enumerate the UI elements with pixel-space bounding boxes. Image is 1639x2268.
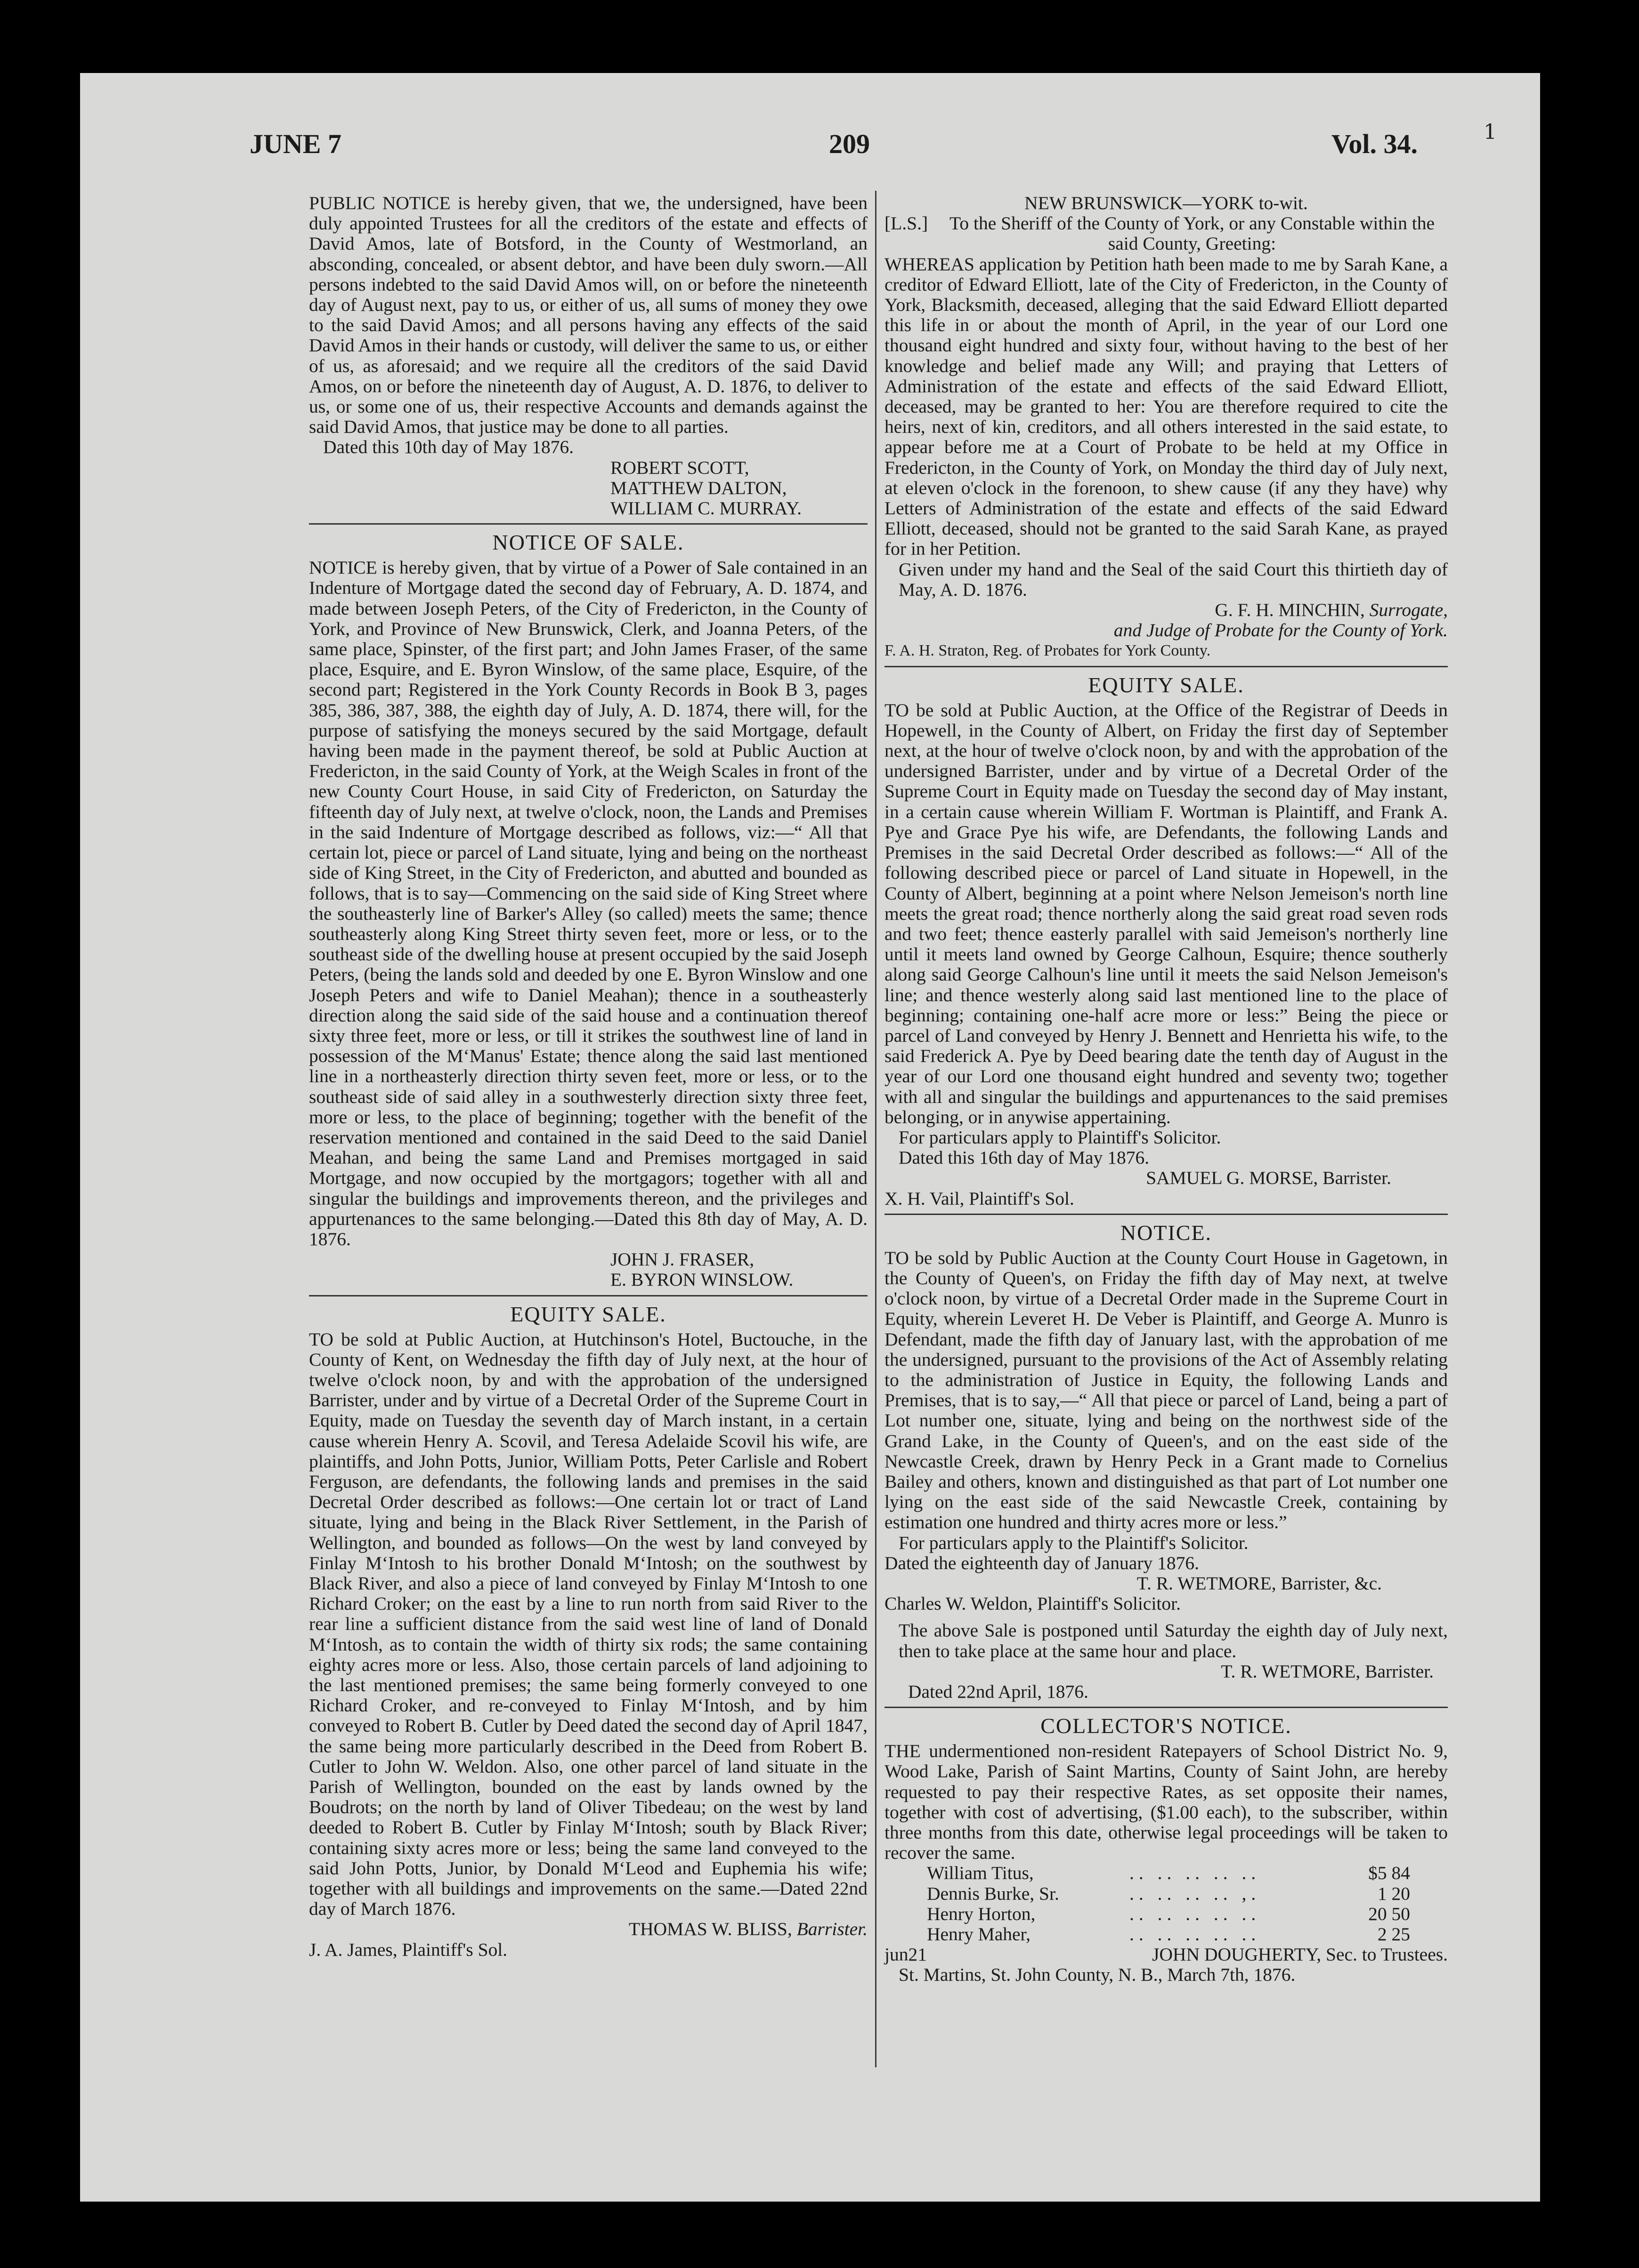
postponement-notice: The above Sale is postponed until Saturday the eighth day of July next, then to take place at the same hour and place. [899, 1620, 1448, 1661]
surrogate-signature [884, 600, 1448, 620]
province-line: NEW BRUNSWICK—YORK to-wit. [1024, 193, 1308, 213]
ratepayer-name: Henry Horton, [927, 1903, 1036, 1924]
notice-body: WHEREAS application by Petition hath been made to me by Sarah Kane, a creditor of Edward Elliott, late of the City of Fredericton, in the County of York, Blacksmith, deceased, alleging that the said Edward Elliott departed this life in or about the month of April, in the year of our Lord one thousand eight hundred and sixty four, without having to the best of her knowledge and belief made any Will; and praying that Letters of Administration of the estate and effects of the said Edward Elliott, deceased, may be granted to her: You are therefore required to cite the heirs, next of kin, creditors, and all others interested in the said estate, to appear before me at a Court of Probate to be held at my Office in Fredericton, in the County of York, on Monday the third day of July next, at eleven o'clock in the forenoon, to shew cause (if any they have) why Letters of Administration of the estate and effects of the said Edward Elliott, deceased, should not be granted to the said Sarah Kane, as prayed for in her Petition. [884, 253, 1448, 559]
leader-dots: .. .. .. .. ,. [1129, 1883, 1261, 1904]
section-rule [884, 1707, 1448, 1708]
barrister-title: Barrister. [796, 1919, 868, 1940]
edge-mark: 1 [1484, 120, 1497, 144]
ratepayer-name: Dennis Burke, Sr. [927, 1883, 1059, 1904]
surrogate-title: Surrogate, [1369, 599, 1448, 621]
barrister-signature: SAMUEL G. MORSE, Barrister. [1146, 1167, 1391, 1189]
address-text: To the Sheriff of the County of York, or any Constable within the said County, Greeting: [949, 213, 1435, 254]
section-heading: EQUITY SALE. [1088, 672, 1244, 697]
barrister-name: THOMAS W. BLISS, [628, 1919, 792, 1940]
plaintiff-solicitor: X. H. Vail, Plaintiff's Sol. [884, 1188, 1074, 1209]
rate-amount: 1 20 [1377, 1883, 1410, 1904]
section-heading: COLLECTOR'S NOTICE. [1040, 1714, 1292, 1738]
rate-row [884, 1884, 1448, 1904]
section-rule [884, 1214, 1448, 1215]
section-heading: NOTICE OF SALE. [492, 530, 684, 555]
ratepayer-name: William Titus, [927, 1863, 1034, 1884]
secretary-signature: JOHN DOUGHERTY, Sec. to Trustees. [1152, 1944, 1448, 1965]
column-divider [875, 191, 876, 2067]
notice-body: PUBLIC NOTICE is hereby given, that we, the undersigned, have been duly appointed Trustees for all the creditors of the estate and effects of David Amos, late of Botsford, in the County of Westmorland, an absconding, concealed, or absent debtor, and have been duly sworn.—All persons indebted to the said David Amos will, on or before the nineteenth day of August next, pay to us, or either of us, all sums of money they owe to the said David Amos; and all persons having any effects of the said David Amos in their hands or custody, will deliver the same to us, or either of us, as aforesaid; and we require all the creditors of the said David Amos, on or before the nineteenth day of August, A. D. 1876, to deliver to us, or some one of us, their respective Accounts and demands against the said David Amos, that justice may be done to all parties. [309, 193, 868, 437]
barrister-signature: T. R. WETMORE, Barrister, &c. [1136, 1573, 1382, 1594]
barrister-signature [309, 1919, 868, 1939]
section-rule [309, 1295, 868, 1296]
address-line [884, 213, 1448, 254]
equity-sale-hopewell [884, 673, 1448, 1209]
barrister-signature: T. R. WETMORE, Barrister. [1221, 1660, 1434, 1682]
leader-dots: .. .. .. .. .. [1129, 1863, 1261, 1884]
section-heading: EQUITY SALE. [510, 1302, 666, 1326]
rate-row [884, 1924, 1448, 1944]
signer: JOHN J. FRASER, [610, 1249, 755, 1270]
notice-date: Dated the eighteenth day of January 1876. [884, 1552, 1199, 1573]
section-rule [884, 666, 1448, 667]
amos-trustees-notice [309, 193, 868, 518]
equity-sale-buctouche [309, 1302, 868, 1960]
given-line: Given under my hand and the Seal of the said Court this thirtieth day of May, A. D. 1876. [899, 559, 1448, 600]
section-heading: NOTICE. [1120, 1220, 1212, 1245]
page-number: 209 [829, 129, 870, 159]
leader-dots: .. .. .. .. .. [1129, 1924, 1261, 1945]
notice-body: TO be sold at Public Auction, at Hutchinson's Hotel, Buctouche, in the County of Kent, on Wednesday the fifth day of July next, at the hour of twelve o'clock noon, by and with the approbation of the undersigned Barrister, under and by virtue of a Decretal Order of the Supreme Court in Equity, made on Tuesday the seventh day of March instant, in a certain cause wherein Henry A. Scovil, and Teresa Adelaide Scovil his wife, are plaintiffs, and John Potts, Junior, William Potts, Peter Carlisle and Robert Ferguson, are defendants, the following lands and premises in the said Decretal Order described as follows:—One certain lot or tract of Land situate, lying and being in the Black River Settlement, in the Parish of Wellington, and bounded as follows—On the west by land conveyed by Finlay M‘Intosh to his brother Donald M‘Intosh; on the southwest by Black River, and also a piece of land conveyed by Finlay M‘Intosh to one Richard Croker; on the east by a line to run north from said River to the rear line a sufficient distance from the said west line of land of Donald M‘Intosh, as to contain the width of thirty six rods; the same containing eighty acres more or less. Also, those certain parcels of land adjoining to the last mentioned premises; the same being formerly conveyed to one Richard Croker, and re-conveyed to Finlay M‘Intosh, and by him conveyed to Robert B. Cutler by Deed dated the second day of April 1847, the same being more particularly described in the Deed from Robert B. Cutler to John W. Weldon. Also, one other parcel of land situate in the Parish of Wellington, bounded on the east by lands owned by the Boudrots; on the north by land of Oliver Tibedeau; on the west by land deeded to Robert B. Cutler by Finlay M‘Intosh; south by Black River; containing sixty acres more or less; being the same land conveyed to the said John Potts, Junior, by Donald M‘Leod and Euphemia his wife; together with all buildings and improvements on the same.—Dated 22nd day of March 1876. [309, 1328, 868, 1920]
judge-line: and Judge of Probate for the County of York. [1113, 620, 1448, 641]
particulars-line: For particulars apply to Plaintiff's Solicitor. [899, 1126, 1221, 1148]
signer: E. BYRON WINSLOW. [610, 1269, 794, 1290]
notice-body: TO be sold by Public Auction at the County Court House in Gagetown, in the County of Queen's, on Friday the fifth day of May next, at twelve o'clock noon, by virtue of a Decretal Order made in the Supreme Court in Equity, wherein Leveret H. De Veber is Plaintiff, and George A. Munro is Defendant, made the fifth day of January last, with the approbation of me the undersigned, pursuant to the provisions of the Act of Assembly relating to the administration of Justice in Equity, the following Lands and Premises, that is to say,—“ All that piece or parcel of Land, being a part of Lot number one, situate, lying and being on the northwest side of the Grand Lake, in the County of Queen's, and on the east side of the Newcastle Creek, drawn by Henry Peck in a Grant made to Cornelius Bailey and others, known and distinguished as that part of Lot number one lying on the east side of the said Newcastle Creek, containing by estimation one hundred and thirty acres more or less.” [884, 1247, 1448, 1533]
plaintiff-solicitor: J. A. James, Plaintiff's Sol. [309, 1939, 508, 1960]
rate-row [884, 1863, 1448, 1883]
particulars-line: For particulars apply to the Plaintiff's Solicitor. [899, 1532, 1249, 1553]
rate-amount: 20 50 [1368, 1903, 1410, 1924]
signer: MATTHEW DALTON, [610, 477, 787, 498]
notice-body: TO be sold at Public Auction, at the Office of the Registrar of Deeds in Hopewell, in the County of Albert, on Friday the first day of September next, at the hour of twelve o'clock noon, by and with the approbation of the undersigned Barrister, under and by virtue of a Decretal Order of the Supreme Court in Equity made on Tuesday the second day of May instant, in a certain cause wherein William F. Wortman is Plaintiff, and Frank A. Pye and Grace Pye his wife, are Defendants, the following Lands and Premises in the said Decretal Order described as follows:—“ All of the following described piece or parcel of Land situate in Hopewell, in the County of Albert, beginning at a point where Nelson Jemeison's north line meets the great road; thence northerly along the said great road seven rods and two feet; thence easterly parallel with said Jemeison's northerly line until it meets land owned by George Calhoun, Esquire; thence southerly along said George Calhoun's line until it meets the said Nelson Jemeison's line; and thence westerly along said last mentioned line to the place of beginning; containing one-half acre more or less:” Being the piece or parcel of Land conveyed by Henry J. Bennett and Henrietta his wife, to the said Frederick A. Pye by Deed bearing date the tenth day of August in the year of our Lord one thousand eight hundred and seventy two; together with all and singular the buildings and appurtenances to the said premises belonging, or in anywise appertaining. [884, 699, 1448, 1127]
notice-body: NOTICE is hereby given, that by virtue of a Power of Sale contained in an Indenture of Mortgage dated the second day of February, A. D. 1874, and made between Joseph Peters, of the City of Fredericton, in the County of York, and Province of New Brunswick, Clerk, and Joanna Peters, of the same place, Spinster, of the first part; and John James Fraser, of the same place, Esquire, and E. Byron Winslow, of the same place, Esquire, of the second part; Registered in the York County Records in Book B 3, pages 385, 386, 387, 388, the eighth day of July, A. D. 1874, there will, for the purpose of satisfying the moneys secured by the said Mortgage, default having been made in the payment thereof, be sold at Public Auction at Fredericton, in the said County of York, at the Weigh Scales in front of the new County Court House, in said City of Fredericton, on Saturday the fifteenth day of July next, at twelve o'clock, noon, the Lands and Premises in the said Indenture of Mortgage described as follows, viz:—“ All that certain lot, piece or parcel of Land situate, lying and being on the northeast side of King Street, in the City of Fredericton, and abutted and bounded as follows, that is to say—Commencing on the said side of King Street where the southeasterly line of Barker's Alley (so called) meets the same; thence southeasterly along King Street thirty seven feet, more or less, or to the southeast side of the dwelling house at present occupied by the said Joseph Peters, (being the lands sold and deeded by one E. Byron Winslow and one Joseph Peters and wife to Daniel Meahan); thence in a southeasterly direction along the said side of the said house and a continuation thereof sixty three feet, more or less, or till it strikes the southwest line of land in possession of the M‘Manus' Estate; thence along the said last mentioned line in a northeasterly direction thirty seven feet, more or less, or to the southeast side of said alley in a southwesterly direction sixty three feet, more or less, to the place of beginning; together with the benefit of the reservation mentioned and contained in the said Deed to the said Daniel Meahan, and being the same Land and Premises mortgaged in said Mortgage, and now occupied by the mortgagors; together with all and singular the buildings and improvements thereon, and the privileges and appurtenances to the same belonging.—Dated this 8th day of May, A. D. 1876. [309, 557, 868, 1249]
page-header [250, 128, 1418, 170]
section-rule [309, 523, 868, 525]
secretary-line [884, 1944, 1448, 1965]
notice-of-sale [309, 530, 868, 1290]
reference-code: jun21 [884, 1944, 927, 1965]
seal-mark: [L.S.] [884, 213, 928, 234]
notice-date: Dated this 16th day of May 1876. [899, 1147, 1150, 1168]
ratepayer-name: Henry Maher, [927, 1924, 1030, 1945]
registrar-line: F. A. H. Straton, Reg. of Probates for York County. [884, 642, 1211, 660]
notice-gagetown [884, 1221, 1448, 1702]
surrogate-name: G. F. H. MINCHIN, [1215, 599, 1365, 621]
signer: WILLIAM C. MURRAY. [610, 498, 802, 519]
volume-number: Vol. 34. [1331, 129, 1418, 159]
rate-amount: 2 25 [1377, 1924, 1410, 1945]
left-column [309, 193, 868, 1960]
plaintiff-solicitor: Charles W. Weldon, Plaintiff's Solicitor. [884, 1593, 1181, 1614]
notice-date: Dated 22nd April, 1876. [908, 1681, 1088, 1702]
signer: ROBERT SCOTT, [610, 457, 749, 478]
leader-dots: .. .. .. .. .. [1129, 1903, 1261, 1924]
notice-date: Dated this 10th day of May 1876. [323, 437, 574, 458]
rate-row [884, 1904, 1448, 1924]
probate-citation [884, 193, 1448, 661]
place-date-line: St. Martins, St. John County, N. B., March 7th, 1876. [899, 1964, 1296, 1985]
notice-body: THE undermentioned non-resident Ratepayers of School District No. 9, Wood Lake, Parish of Saint Martins, County of Saint John, are hereby requested to pay their respective Rates, as set opposite their names, together with cost of advertising, ($1.00 each), to the subscriber, within three months from this date, otherwise legal proceedings will be taken to recover the same. [884, 1741, 1448, 1863]
right-column [884, 193, 1448, 1985]
collectors-notice [884, 1714, 1448, 1985]
issue-date: JUNE 7 [250, 129, 341, 159]
rate-amount: $5 84 [1368, 1863, 1410, 1884]
